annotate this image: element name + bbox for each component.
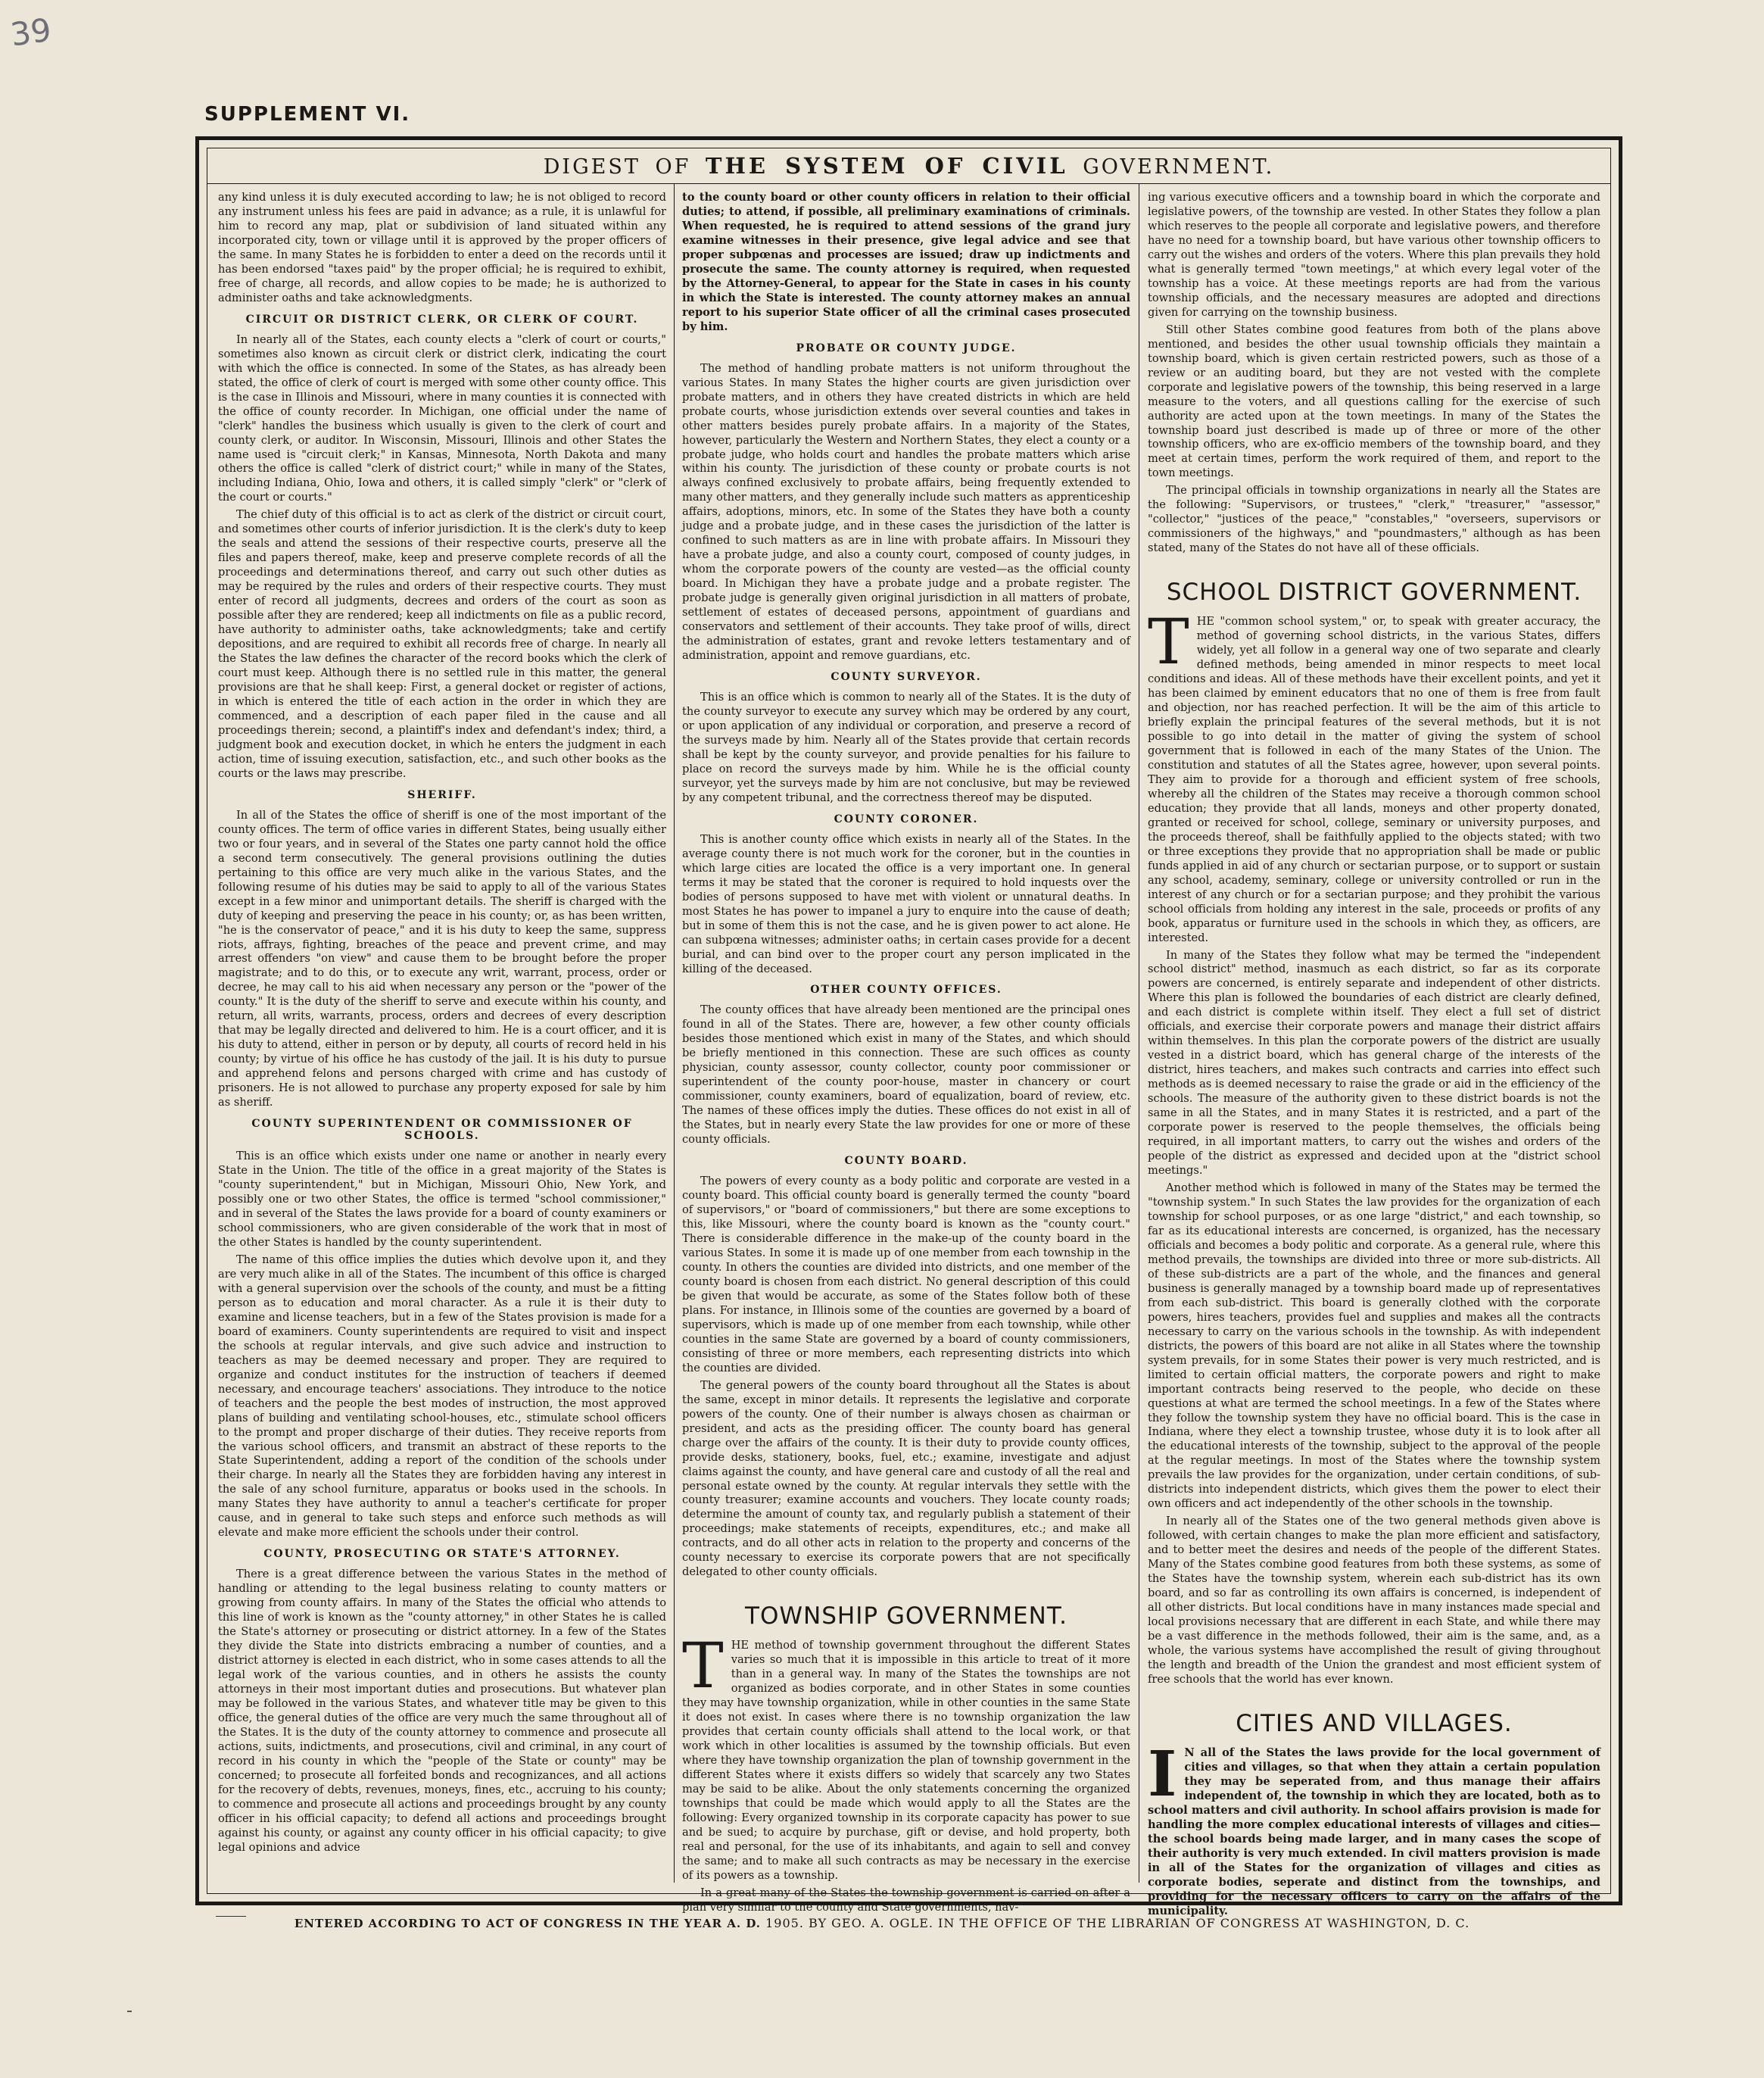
paragraph: Still other States combine good features from both of the plans above mentioned, and besides the other usual township officials they maintain a township board, which is given certain restricted powers, such as those of a review or an auditing board, but they are not vested with the complete corporate and legislative powers of the township, this being reserved in a large measure to the voters, and all questions calling for the exercise of such authority are acted upon at the town meetings. In many of the States the township board just described is made up of three or more of the other township officers, who are ex-officio members of the township board, and they meet at certain times, perform the work required of them, and report to the town meetings. bbox=[1148, 323, 1600, 480]
paragraph: any kind unless it is duly executed according to law; he is not obliged to record any instrument unless his fees are paid in advance; as a rule, it is unlawful for him to record any map, plat or subdivision of land situated within any incorporated city, town or village until it is approved by the proper officers of the same. In many States he is forbidden to enter a deed on the records until it has been endorsed "taxes paid" by the proper official; he is required to exhibit, free of charge, all records, and allow copies to be made; he is authorized to administer oaths and take acknowledgments. bbox=[218, 191, 666, 304]
drop-cap: I bbox=[1148, 1737, 1177, 1811]
section-heading: SHERIFF. bbox=[407, 788, 477, 801]
section-heading: PROBATE OR COUNTY JUDGE. bbox=[796, 342, 1017, 354]
footer-part-a: ENTERED ACCORDING TO ACT OF CONGRESS IN THE YEAR A. D. bbox=[294, 1917, 762, 1930]
paragraph: The method of handling probate matters is not uniform throughout the various States. In many States the higher courts are given jurisdiction over probate matters, and in others they have created districts in which are held probate courts, whose jurisdiction extends over several counties and takes in other matters besides purely probate affairs. In a majority of the States, however, particularly the Western and Northern States, they elect a county or a probate judge, who holds court and handles the probate matters which arise within his county. The jurisdiction of these county or probate courts is not always confined exclusively to probate affairs, being frequently extended to many other matters, and they generally include such matters as apprenticeship affairs, adoptions, minors, etc. In some of the States they have both a county judge and a probate judge, and in these cases the jurisdiction of the latter is confined to such matters as are in line with probate affairs. In Missouri they have a probate judge, and also a county court, composed of county judges, in whom the corporate powers of the county are vested—as the official county board. In Michigan they have a probate judge and a probate register. The probate judge is generally given original jurisdiction in all matters of probate, settlement of estates of deceased persons, appointment of guardians and conservators and settlement of their accounts. They take proof of wills, direct the administration of estates, grant and revoke letters testamentary and of administration, appoint and remove guardians, etc. bbox=[682, 361, 1130, 663]
section-heading: COUNTY SURVEYOR. bbox=[831, 671, 982, 684]
copyright-footer bbox=[0, 1916, 1764, 1930]
paragraph bbox=[1148, 1737, 1600, 1919]
section-heading: CIRCUIT OR DISTRICT CLERK, OR CLERK OF COURT. bbox=[245, 313, 639, 326]
paragraph: This is an office which is common to nearly all of the States. It is the duty of the county surveyor to execute any survey which may be ordered by any court, or upon application of any individual or corporation, and preserve a record of the surveys made by him. Nearly all of the States provide that certain records shall be kept by the county surveyor, and provide penalties for his failure to place on record the surveys made by him. While he is the official county surveyor, yet the surveys made by him are not conclusive, but may be reviewed by any competent tribunal, and the correctness thereof may be disputed. bbox=[682, 691, 1130, 804]
drop-cap: T bbox=[1148, 607, 1189, 679]
paragraph: In a great many of the States the township government is carried on after a plan very similar to the county and State governments, hav- bbox=[682, 1886, 1130, 1914]
paragraph: The principal officials in township organizations in nearly all the States are the following: "Supervisors, or trustees," "clerk," "treasurer," "assessor," "collector," "justices of the peace," "constables," "overseers, supervisors or commissioners of the highways," and "poundmasters," although as has been stated, many of the States do not have all of these officials. bbox=[1148, 484, 1600, 555]
title-part-c: GOVERNMENT. bbox=[1083, 155, 1275, 179]
major-heading: SCHOOL DISTRICT GOVERNMENT. bbox=[1166, 579, 1582, 607]
paragraph: In nearly all of the States, each county elects a "clerk of court or courts," sometimes also known as circuit clerk or district clerk, indicating the court with which the office is connected. In some of the States, as has already been stated, the office of clerk of court is merged with some other county office. This is the case in Illinois and Missouri, where in many counties it is connected with the office of county recorder. In Michigan, one official under the name of "clerk" handles the business which usually is given to the clerk of court and county clerk, or auditor. In Wisconsin, Missouri, Illinois and other States the name used is "circuit clerk;" in Kansas, Minnesota, North Dakota and many others the office is called "clerk of district court;" while in many of the States, including Indiana, Ohio, Iowa and others, it is called simply "clerk" or "clerk of the court or courts." bbox=[218, 332, 666, 504]
paragraph bbox=[682, 1630, 1130, 1883]
margin-mark bbox=[127, 2011, 132, 2012]
paragraph: There is a great difference between the various States in the method of handling or attending to the legal business relating to county matters or growing from county affairs. In many of the States the official who attends to this line of work is known as the "county attorney," in other States he is called the State's attorney or prosecuting or district attorney. In a few of the States they divide the State into districts embracing a number of counties, and a district attorney is elected in each district, who in some cases attends to all the legal work of the various counties, and in others he assists the county attorneys in their most important duties and prosecutions. But whatever plan may be followed in the various States, and whatever title may be given to this office, the general duties of the office are very much the same throughout all of the States. It is the duty of the county attorney to commence and prosecute all actions, suits, indictments, and prosecutions, civil and criminal, in any court of record in his county in which the "people of the State or county" may be concerned; to prosecute all forfeited bonds and recognizances, and all actions for the recovery of debts, revenues, moneys, fines, etc., accruing to his county; to commence and prosecute all actions and proceedings brought by any county officer in his official capacity; to defend all actions and proceedings brought against his county, or against any county officer in his official capacity; to give legal opinions and advice bbox=[218, 1568, 666, 1854]
paragraph: The name of this office implies the duties which devolve upon it, and they are very much alike in all of the States. The incumbent of this office is charged with a general supervision over the schools of the county, and must be a fitting person as to education and moral character. As a rule it is their duty to examine and license teachers, but in a few of the States provision is made for a board of examiners. County superintendents are required to visit and inspect the schools at regular intervals, and give such advice and instruction to teachers as may be deemed necessary and proper. They are required to organize and conduct institutes for the instruction of teachers if deemed necessary, and encourage teachers' associations. They introduce to the notice of teachers and the people the best modes of instruction, the most approved plans of building and ventilating school-houses, etc., stimulate school officers to the prompt and proper discharge of their duties. They receive reports from the various school officers, and transmit an abstract of these reports to the State Superintendent, adding a report of the condition of the schools under their charge. In nearly all the States they are forbidden having any interest in the sale of any school furniture, apparatus or books used in the schools. In many States they have authority to annul a teacher's certificate for proper cause, and in general to take such steps and enforce such methods as will elevate and make more efficient the schools under their control. bbox=[218, 1253, 666, 1540]
column-3 bbox=[1148, 191, 1600, 1917]
handwritten-page-number: 39 bbox=[8, 11, 54, 54]
paragraph: In nearly all of the States one of the two general methods given above is followed, with certain changes to make the plan more efficient and satisfactory, and to better meet the desires and needs of the people of the different States. Many of the States combine good features from both these systems, as some of the States have the township system, wherein each sub-district has its own board, and so far as controlling its own affairs is concerned, is independent of all other districts. But local conditions have in many instances made special and local provisions necessary that are different in each State, and while there may be a vast difference in the methods followed, their aim is the same, and, as a whole, the various systems have accomplished the result of giving throughout the length and breadth of the Union the grandest and most efficient system of free schools that the world has ever known. bbox=[1148, 1515, 1600, 1686]
column-1 bbox=[218, 191, 666, 1883]
paragraph: In all of the States the office of sheriff is one of the most important of the county offices. The term of office varies in different States, being usually either two or four years, and in several of the States one party cannot hold the office a second term consecutively. The general provisions outlining the duties pertaining to this office are very much alike in the various States, and the following resume of his duties may be said to apply to all of the various States except in a few minor and unimportant details. The sheriff is charged with the duty of keeping and preserving the peace in his county; or, as has been written, "he is the conservator of peace," and it is his duty to keep the same, suppress riots, affrays, fighting, breaches of the peace and prevent crime, and may arrest offenders "on view" and cause them to be brought before the proper magistrate; and to do this, or to execute any writ, warrant, process, order or decree, he may call to his aid when necessary any person or the "power of the county." It is the duty of the sheriff to serve and execute within his county, and return, all writs, warrants, process, orders and decrees of every description that may be legally directed and delivered to him. He is a court officer, and it is his duty to attend, either in person or by deputy, all courts of record held in his county; by virtue of his office he has custody of the jail. It is his duty to pursue and apprehend felons and persons charged with crime and has custody of prisoners. He is not allowed to purchase any property exposed for sale by him as sheriff. bbox=[218, 808, 666, 1109]
paragraph: The chief duty of this official is to act as clerk of the district or circuit court, and sometimes other courts of inferior jurisdiction. It is the clerk's duty to keep the seals and attend the sessions of their respective courts, preserve all the files and papers thereof, make, keep and preserve complete records of all the proceedings and determinations thereof, and carry out such other duties as may be required by the rules and orders of their respective courts. They must enter of record all judgments, decrees and orders of the court as soon as possible after they are rendered; keep all indictments on file as a public record, have authority to administer oaths, take acknowledgments; take and certify depositions, and are required to exhibit all records free of charge. In nearly all the States the law defines the character of the record books which the clerk of court must keep. Although there is no settled rule in this matter, the general provisions are that he shall keep: First, a general docket or register of actions, in which is entered the title of each action in the order in which they are commenced, and a description of each paper filed in the cause and all proceedings therein; second, a plaintiff's index and defendant's index; third, a judgment book and execution docket, in which he enters the judgment in each action, time of issuing execution, satisfaction, etc., and such other books as the courts or the laws may prescribe. bbox=[218, 508, 666, 780]
footer-part-b: 1905. BY GEO. A. OGLE. IN THE OFFICE OF THE LIBRARIAN OF CONGRESS AT WASHINGTON, D. C. bbox=[765, 1916, 1470, 1930]
paragraph: ing various executive officers and a township board in which the corporate and legislative powers, of the township are vested. In other States they follow a plan which reserves to the people all corporate and legislative powers, and therefore have no need for a township board, but have various other township officers to carry out the wishes and orders of the voters. Where this plan prevails they hold what is generally termed "town meetings," at which every legal voter of the township has a voice. At these meetings reports are had from the various township officials, and the necessary measures are adopted and directions given for carrying on the township business. bbox=[1148, 191, 1600, 319]
section-heading: OTHER COUNTY OFFICES. bbox=[810, 984, 1002, 997]
paragraph-text: HE "common school system," or, to speak with greater accuracy, the method of governing school districts, in the various States, differs widely, yet all follow in a general way one of two separate and clearly defined methods, being amended in minor respects to meet local conditions and ideas. All of these methods have their excellent points, and yet it has been claimed by eminent educators that no one of them is free from fault and objection, nor has reached perfection. It will be the aim of this article to briefly explain the principal features of the several methods, but it is not possible to go into detail in the matter of giving the system of school government that is followed in each of the many States of the Union. The constitution and statutes of all the States agree, however, upon several points. They aim to provide for a thorough and efficient system of free schools, whereby all the children of the States may receive a thorough common school education; they provide that all lands, moneys and other property donated, granted or received for school, college, seminary or university purposes, and the proceeds thereof, shall be faithfully applied to the objects stated; with two or three exceptions they provide that no appropriation shall be made or public funds applied in aid of any church or sectarian purpose, or to support or sustain any school, academy, seminary, college or university controlled or run in the interest of any church or for a sectarian purpose; and they prohibit the various school officials from holding any interest in the sale, proceeds or profits of any book, apparatus or furniture used in the schools in which they, as officers, are interested. bbox=[1148, 615, 1600, 944]
drop-cap: T bbox=[682, 1630, 724, 1703]
paragraph-text: N all of the States the laws provide for the local government of cities and villages, so that when they attain a certain population they may be seperated from, and thus manage their affairs independent of, the township in which they are located, both as to school matters and civil authority. In school affairs provision is made for handling the more complex educational interests of villages and cities—the school boards being made larger, and in many cases the scope of their authority is very much extended. In civil matters provision is made in all of the States for the organization of villages and cities as corporate bodies, seperate and distinct from the townships, and providing for the necessary officers to carry on the affairs of the municipality. bbox=[1148, 1746, 1600, 1917]
section-heading: COUNTY SUPERINTENDENT OR COMMISSIONER OF SCHOOLS. bbox=[251, 1118, 633, 1143]
column-2 bbox=[682, 191, 1130, 1914]
section-heading: COUNTY, PROSECUTING OR STATE'S ATTORNEY. bbox=[263, 1548, 621, 1561]
paragraph-text: HE method of township government throughout the different States varies so much that it is impossible in this article to treat of it more than in a general way. In many of the States the townships are not organized as bodies corporate, and in other States in some counties they may have township organization, while in other counties in the same State it does not exist. In cases where there is no township organization the law provides that certain county officials shall attend to the local work, or that work which in other localities is assumed by the township officials. But even where they have township organization the plan of township government in the different States where it exists differs so widely that scarcely any two States may be said to be alike. About the only statements concerning the organized townships that could be made which would apply to all the States are the following: Every organized township in its corporate capacity has power to sue and be sued; to acquire by purchase, gift or devise, and hold property, both real and personal, for the use of its inhabitants, and again to sell and convey the same; and to make all such contracts as may be necessary in the exercise of its powers as a township. bbox=[682, 1639, 1130, 1882]
paragraph: The county offices that have already been mentioned are the principal ones found in all of the States. There are, however, a few other county officials besides those mentioned which exist in many of the States, and which should be briefly mentioned in this connection. These are such offices as county physician, county assessor, county collector, county poor commissioner or superintendent of the county poor-house, master in chancery or court commissioner, county examiners, board of equalization, board of review, etc. The names of these offices imply the duties. These offices do not exist in all of the States, but in nearly every State the law provides for one or more of these county officials. bbox=[682, 1003, 1130, 1147]
major-heading: TOWNSHIP GOVERNMENT. bbox=[745, 1602, 1067, 1630]
page-frame-inner bbox=[207, 148, 1611, 1917]
paragraph bbox=[1148, 607, 1600, 945]
title-part-a: DIGEST OF bbox=[543, 155, 691, 179]
paragraph: to the county board or other county officers in relation to their official duties; to attend, if possible, all preliminary examinations of criminals. When requested, he is required to attend sessions of the grand jury examine witnesses in their presence, give legal advice and see that proper subpœnas and processes are issued; draw up indictments and prosecute the same. The county attorney is required, when requested by the Attorney-General, to appear for the State in cases in his county in which the State is interested. The county attorney makes an annual report to his superior State officer of all the criminal cases prosecuted by him. bbox=[682, 191, 1130, 333]
section-heading: COUNTY BOARD. bbox=[844, 1155, 968, 1168]
supplement-label: SUPPLEMENT VI. bbox=[204, 103, 411, 126]
paragraph: The powers of every county as a body politic and corporate are vested in a county board. This official county board is generally termed the county "board of supervisors," or "board of commissioners," but there are some exceptions to this, like Missouri, where the county board is known as the "county court." There is considerable difference in the make-up of the county board in the various States. In some it is made up of one member from each township in the county. In others the counties are divided into districts, and one member of the county board is chosen from each district. No general description of this could be given that would be accurate, as some of the States follow both of these plans. For instance, in Illinois some of the counties are governed by a board of supervisors, which is made up of one member from each township, while other counties in the same State are governed by a board of county commissioners, consisting of three or more members, each representing districts into which the counties are divided. bbox=[682, 1175, 1130, 1374]
page-title bbox=[207, 153, 1610, 179]
column-divider bbox=[674, 184, 675, 1883]
paragraph: The general powers of the county board throughout all the States is about the same, except in minor details. It represents the legislative and corporate powers of the county. One of their number is always chosen as chairman or president, and acts as the presiding officer. The county board has general charge over the affairs of the county. It is their duty to provide county offices, provide desks, stationery, books, fuel, etc.; examine, investigate and adjust claims against the county, and have general care and custody of all the real and personal estate owned by the county. At regular intervals they settle with the county treasurer; examine accounts and vouchers. They locate county roads; determine the amount of county tax, and regularly publish a statement of their proceedings; make statements of receipts, expenditures, etc.; and make all contracts, and do all other acts in relation to the property and concerns of the county necessary to exercise its corporate powers that are not specifically delegated to other county officials. bbox=[682, 1378, 1130, 1579]
paragraph: Another method which is followed in many of the States may be termed the "township system." In such States the law provides for the organization of each township for school purposes, or as one large "district," and each township, so far as its educational interests are concerned, is organized, has the necessary officials and becomes a body politic and corporate. As a general rule, where this method prevails, the townships are divided into three or more sub-districts. All of these sub-districts are a part of the whole, and the finances and general business is generally managed by a township board made up of representatives from each sub-district. This board is generally clothed with the corporate powers, hires teachers, provides fuel and supplies and makes all the contracts necessary to carry on the various schools in the township. As with independent districts, the powers of this board are not alike in all States where the township system prevails, for in some States their power is very much restricted, and is limited to certain official matters, the corporate powers and right to make important contracts being reserved to the people, who decide on these questions at what are termed the school meetings. In a few of the States where they follow the township system they have no official board. This is the case in Indiana, where they elect a township trustee, whose duty it is to look after all the educational interests of the township, subject to the approval of the people at the regular meetings. In most of the States where the township system prevails the law provides for the organization, under certain conditions, of sub-districts into independent districts, which gives them the power to elect their own officers and act independently of the other schools in the township. bbox=[1148, 1181, 1600, 1511]
section-heading: COUNTY CORONER. bbox=[834, 813, 979, 825]
major-heading: CITIES AND VILLAGES. bbox=[1236, 1709, 1513, 1737]
page-frame bbox=[195, 136, 1622, 1917]
title-rule bbox=[207, 183, 1610, 184]
title-part-b: THE SYSTEM OF CIVIL bbox=[705, 153, 1068, 179]
paragraph: This is another county office which exists in nearly all of the States. In the average county there is not much work for the coroner, but in the counties in which large cities are located the office is a very important one. In general terms it may be stated that the coroner is required to hold inquests over the bodies of persons supposed to have met with violent or unnatural deaths. In most States he has power to impanel a jury to enquire into the cause of death; but in some of them this is not the case, and he is given power to act alone. He can subpœna witnesses; administer oaths; in certain cases provide for a decent burial, and can bind over to the proper court any person implicated in the killing of the deceased. bbox=[682, 832, 1130, 975]
paragraph: This is an office which exists under one name or another in nearly every State in the Union. The title of the office in a great majority of the States is "county superintendent," but in Michigan, Missouri Ohio, New York, and possibly one or two other States, the office is termed "school commissioner," and in several of the States the laws provide for a board of county examiners or school commissioners, who are given considerable of the work that in most of the other States is handled by the county superintendent. bbox=[218, 1150, 666, 1249]
paragraph: In many of the States they follow what may be termed the "independent school district" method, inasmuch as each district, so far as its corporate powers are concerned, is entirely separate and independent of other districts. Where this plan is followed the boundaries of each district are clearly defined, and each district is complete within itself. They elect a full set of district officials, and exercise their corporate powers and manage their district affairs within themselves. In this plan the corporate powers of the district are usually vested in a district board, which has general charge of the interests of the district, hires teachers, and makes such contracts and carries into effect such methods as is deemed necessary to raise the grade or aid in the efficiency of the schools. The measure of the authority given to these district boards is not the same in all the States, and in many States it is restricted, and a part of the corporate power is reserved to the people themselves, the officials being required, in all important matters, to carry out the wishes and orders of the people of the district as expressed and decided upon at the "district school meetings." bbox=[1148, 948, 1600, 1178]
